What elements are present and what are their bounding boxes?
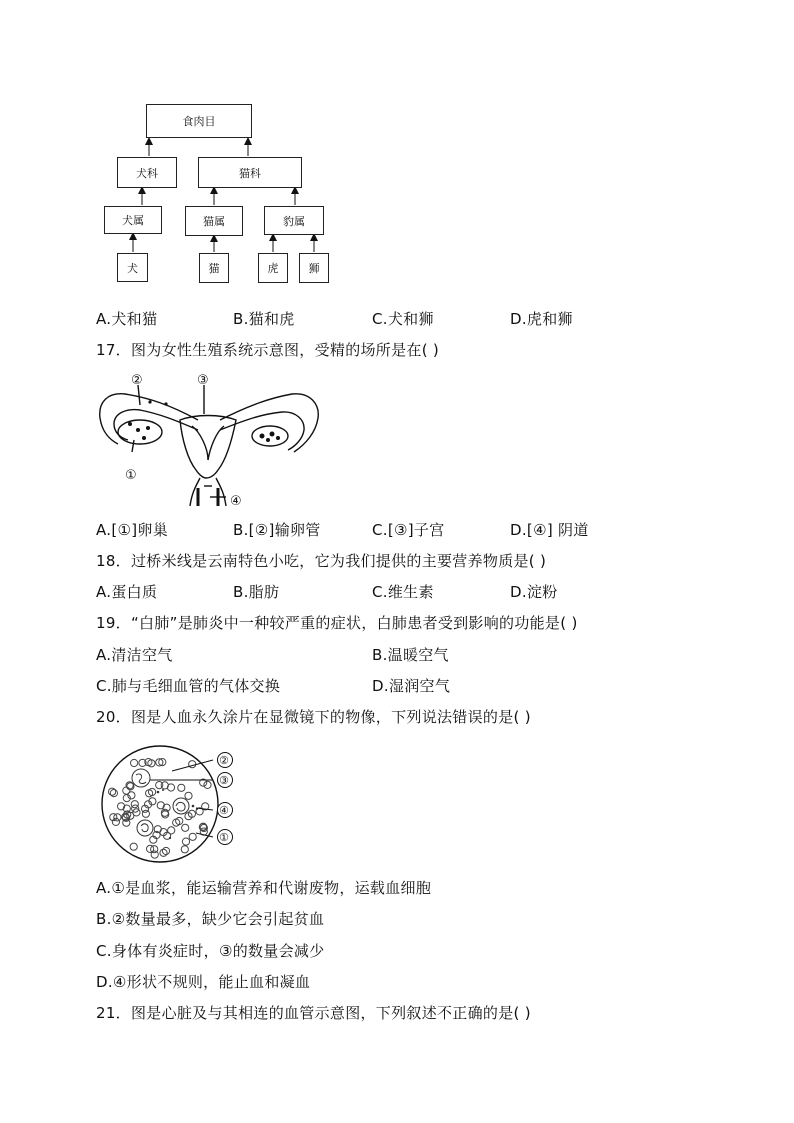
q20-option-d: D.④形状不规则，能止血和凝血 [96, 973, 311, 991]
q19-option-d: D.湿润空气 [372, 677, 451, 695]
q20-option-c: C.身体有炎症时，③的数量会减少 [96, 942, 325, 960]
genus-panthera-box: 豹属 [264, 206, 324, 235]
q20-option-b: B.②数量最多，缺少它会引起贫血 [96, 910, 325, 928]
q18-stem: 18．过桥米线是云南特色小吃，它为我们提供的主要营养物质是( ) [96, 552, 547, 570]
species-lion-box: 狮 [299, 253, 329, 283]
q20-stem: 20．图是人血永久涂片在显微镜下的物像，下列说法错误的是( ) [96, 708, 531, 726]
q20-label-1: ① [219, 831, 229, 844]
q17-option-b: B.[②]输卵管 [233, 521, 321, 539]
q19-option-c: C.肺与毛细血管的气体交换 [96, 677, 281, 695]
q17-label-2: ② [131, 373, 143, 388]
q20-option-a: A.①是血浆，能运输营养和代谢废物，运载血细胞 [96, 879, 432, 897]
genus-cat-box: 猫属 [185, 206, 243, 236]
q17-option-d: D.[④] 阴道 [510, 521, 589, 539]
q17-option-c: C.[③]子宫 [372, 521, 445, 539]
q16-option-d: D.虎和狮 [510, 310, 573, 328]
q20-label-3: ③ [219, 774, 229, 787]
q19-option-a: A.清洁空气 [96, 646, 173, 664]
q19-option-b: B.温暖空气 [372, 646, 449, 664]
q17-stem: 17．图为女性生殖系统示意图，受精的场所是在( ) [96, 341, 440, 359]
q19-stem: 19．“白肺”是肺炎中一种较严重的症状，白肺患者受到影响的功能是( ) [96, 614, 578, 632]
q18-option-a: A.蛋白质 [96, 583, 158, 601]
q21-stem: 21．图是心脏及与其相连的血管示意图，下列叙述不正确的是( ) [96, 1004, 531, 1022]
q18-option-c: C.维生素 [372, 583, 434, 601]
species-tiger-box: 虎 [258, 253, 288, 283]
order-box: 食肉目 [146, 104, 252, 138]
q20-label-4: ④ [219, 804, 229, 817]
species-cat-box: 猫 [199, 253, 229, 283]
q16-option-b: B.猫和虎 [233, 310, 295, 328]
q17-label-1: ① [125, 468, 137, 483]
q18-option-d: D.淀粉 [510, 583, 558, 601]
q17-label-3: ③ [197, 373, 209, 388]
q17-label-4: ④ [230, 494, 242, 509]
family-dog-box: 犬科 [117, 157, 177, 188]
q16-option-a: A.犬和猫 [96, 310, 158, 328]
q17-option-a: A.[①]卵巢 [96, 521, 169, 539]
q18-option-b: B.脂肪 [233, 583, 280, 601]
q16-option-c: C.犬和狮 [372, 310, 434, 328]
genus-dog-box: 犬属 [104, 206, 162, 234]
family-cat-box: 猫科 [198, 157, 302, 188]
q20-label-2: ② [219, 754, 229, 767]
species-dog-box: 犬 [117, 253, 148, 282]
